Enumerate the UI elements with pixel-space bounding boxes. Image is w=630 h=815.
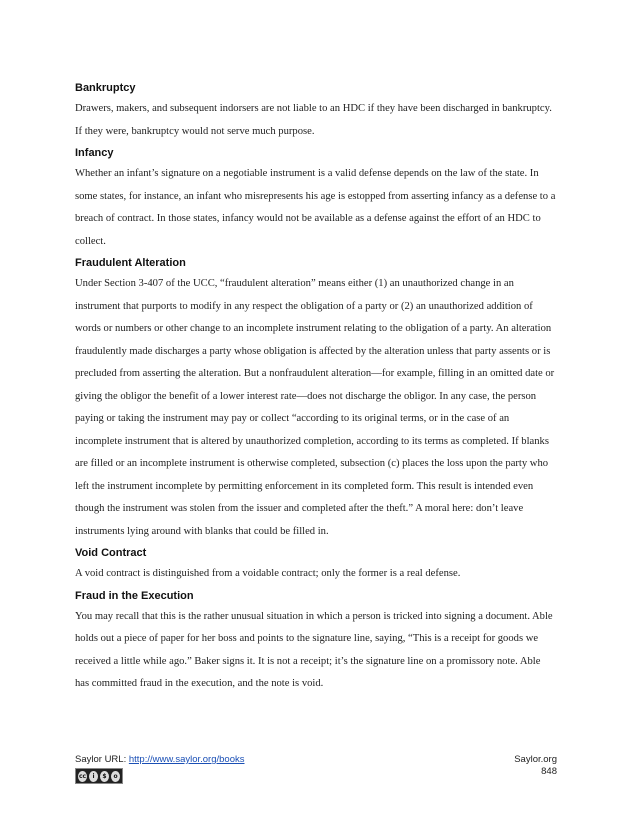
- footer-url-link[interactable]: http://www.saylor.org/books: [128, 754, 245, 765]
- section-heading: Bankruptcy: [75, 82, 136, 94]
- section-bankruptcy: [75, 82, 557, 143]
- section-fraudulent-alteration: [75, 257, 557, 543]
- paragraph: Whether an infant’s signature on a negotiable instrument is a valid defense depends on the law of the state. In some states, for instance, an infant who misrepresents his age is estopped from asserting infancy as a defense to a breach of contract. In those states, infancy would not be available as a defense against the effort of an HDC to collect.: [75, 168, 556, 247]
- paragraph: A void contract is distinguished from a voidable contract; only the former is a real defense.: [75, 568, 461, 579]
- cc-by-nc-sa-icon: cc i $ o: [75, 768, 123, 784]
- section-heading: Fraudulent Alteration: [75, 257, 186, 269]
- section-fraud-in-execution: [75, 590, 557, 696]
- paragraph: Drawers, makers, and subsequent indorsers are not liable to an HDC if they have been discharged in bankruptcy. If they were, bankruptcy would not serve much purpose.: [75, 103, 552, 137]
- footer-url-label: Saylor URL:: [75, 754, 129, 765]
- page-number: 848: [541, 766, 557, 777]
- section-heading: Infancy: [75, 147, 114, 159]
- section-void-contract: [75, 547, 557, 586]
- section-heading: Void Contract: [75, 547, 147, 559]
- section-heading: Fraud in the Execution: [75, 589, 194, 602]
- section-infancy: [75, 147, 557, 253]
- footer-page-info: [514, 754, 557, 778]
- document-body: [75, 82, 557, 700]
- footer-site: Saylor.org: [514, 754, 557, 765]
- paragraph: You may recall that this is the rather unusual situation in which a person is tricked into signing a document. Able holds out a piece of paper for her boss and points to the signature line, saying, “This is a receipt for goods we received a little while ago.” Baker signs it. It is not a receipt; it’s the signature line on a promissory note. Able has committed fraud in the execution, and the note is void.: [75, 610, 553, 689]
- footer-source: [75, 754, 245, 784]
- paragraph: Under Section 3-407 of the UCC, “fraudulent alteration” means either (1) an unauthorized change in an instrument that purports to modify in any respect the obligation of a party or (2) an unauthorized addition of words or numbers or other change to an incomplete instrument relating to the obligation of a party. An alteration fraudulently made discharges a party whose obligation is affected by the alteration unless that party assents or is precluded from asserting the alteration. But a nonfraudulent alteration—for example, filling in an omitted date or giving the obligor the benefit of a lower interest rate—does not discharge the obligor. In any case, the person paying or taking the instrument may pay or collect “according to its original terms, or in the case of an incomplete instrument that is altered by unauthorized completion, according to its terms as completed. If blanks are filled or an incomplete instrument is otherwise completed, subsection (c) places the loss upon the party who left the instrument incomplete by permitting enforcement in its completed form. This result is intended even though the instrument was stolen from the issuer and completed after the theft.” A moral here: don’t leave instruments lying around with blanks that could be filled in.: [75, 278, 555, 537]
